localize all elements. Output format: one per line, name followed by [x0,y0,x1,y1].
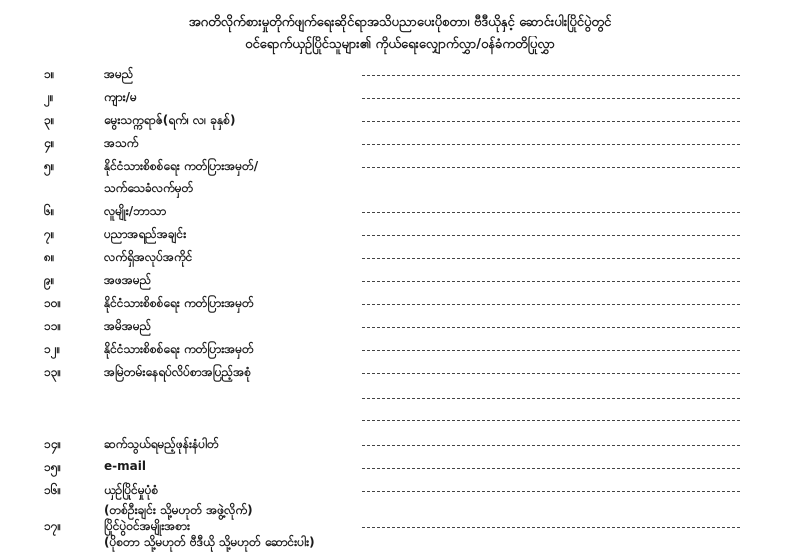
field-label: အမိအမည် [104,319,152,333]
fill-line [362,350,740,351]
form-field-occupation [0,249,800,269]
field-label: ပြိုင်ပွဲဝင်အမျိုးအစား [104,519,191,533]
fill-line [362,167,740,168]
field-number: ၂။ [44,90,54,104]
form-field-father-nrc [0,295,800,315]
form-field-dob [0,112,800,132]
field-number: ၁၄။ [44,437,62,451]
field-label: သက်သေခံလက်မှတ် [104,181,194,195]
form-field-mother-nrc [0,341,800,361]
field-label: လက်ရှိအလုပ်အကိုင် [104,250,193,264]
field-label: ကျား/မ [104,90,137,104]
form-field-nrc-cont [0,180,800,200]
field-number: ၁၂။ [44,342,61,356]
fill-line [362,75,740,76]
fill-line [362,468,740,469]
address-extra-line-2 [0,411,800,431]
form-field-competition-mode [0,482,800,502]
fill-line [362,212,740,213]
field-label: နိုင်ငံသားစိစစ်ရေး ကတ်ပြားအမှတ်/ [104,159,259,173]
field-number: ၅။ [44,159,55,173]
form-field-gender [0,89,800,109]
field-number: ၁၅။ [44,460,62,474]
field-label: (တစ်ဦးချင်း သို့မဟုတ် အဖွဲ့လိုက်) [104,503,253,517]
form-field-address [0,364,800,384]
fill-line [362,144,740,145]
fill-line [362,281,740,282]
fill-line [362,98,740,99]
fill-line [362,527,740,528]
fill-line [362,327,740,328]
field-number: ၄။ [44,136,55,150]
form-field-education [0,226,800,246]
fill-line [362,491,740,492]
form-field-father-name [0,272,800,292]
fill-line [362,420,740,421]
field-number: ၁၁။ [44,319,62,333]
fill-line [362,398,740,399]
field-number: ၁၀။ [44,296,62,310]
field-number: ၁၇။ [44,519,62,533]
fill-line [362,258,740,259]
field-label: လူမျိုး/ဘာသာ [104,204,167,218]
field-label: အဖအမည် [104,273,152,287]
field-label: အမည် [104,67,134,81]
field-label: ပညာအရည်အချင်း [104,227,187,241]
form-field-mother-name [0,318,800,338]
field-number: ၃။ [44,113,55,127]
field-label: အသက် [104,136,139,150]
field-label: (ပိုစတာ သို့မဟုတ် ဗီဒီယို သို့မဟုတ် ဆောင်းပါး) [104,535,315,549]
field-number: ၇။ [44,227,55,241]
form-field-race-religion [0,203,800,223]
field-number: ၁။ [44,67,55,81]
fill-line [362,373,740,374]
field-number: ၆။ [44,204,55,218]
field-number: ၈။ [44,250,55,264]
address-extra-line-1 [0,389,800,409]
form-title-line-1: အဂတိလိုက်စားမှုတိုက်ဖျက်ရေးဆိုင်ရာအသိပညာပေးပိုစတာ၊ ဗီဒီယိုနှင့် ဆောင်းပါးပြိုင်ပွဲတွင် [188,15,612,30]
form-field-nrc [0,158,800,178]
field-number: ၉။ [44,273,55,287]
form-field-age [0,135,800,155]
fill-line [362,445,740,446]
form-title-line-2: ဝင်ရောက်ယှဉ်ပြိုင်သူများ၏ ကိုယ်ရေးလျှောက်လွှာ/ဝန်ခံကတိပြုလွှာ [245,37,555,52]
field-label: နိုင်ငံသားစိစစ်ရေး ကတ်ပြားအမှတ် [104,342,254,356]
field-label: e-mail [104,459,146,473]
field-label: အမြဲတမ်းနေရပ်လိပ်စာအပြည့်အစုံ [104,365,251,379]
field-label: နိုင်ငံသားစိစစ်ရေး ကတ်ပြားအမှတ် [104,296,254,310]
form-field-entry-type-note [0,534,800,554]
field-number: ၁၃။ [44,365,62,379]
field-label: ယှဉ်ပြိုင်မှုပုံစံ [104,483,159,497]
fill-line [362,235,740,236]
form-field-name [0,66,800,86]
form-field-phone [0,436,800,456]
field-label: မွေးသက္ကရာဇ်(ရက်၊ လ၊ ခုနှစ်) [104,113,236,127]
fill-line [362,121,740,122]
field-number: ၁၆။ [44,483,62,497]
form-field-email [0,459,800,479]
field-label: ဆက်သွယ်ရမည့်ဖုန်းနံပါတ် [104,437,219,451]
fill-line [362,304,740,305]
